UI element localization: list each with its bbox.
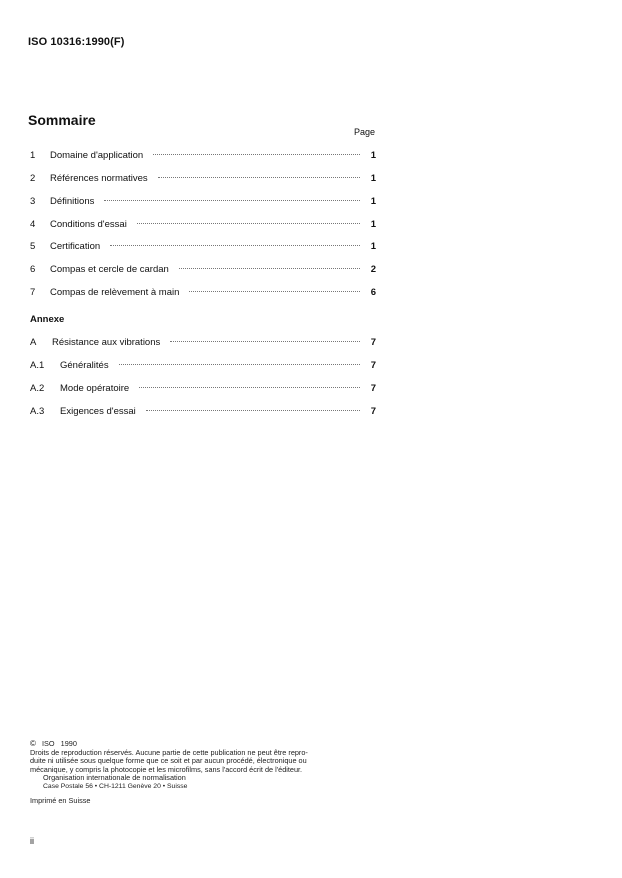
toc-entry-page: 6 <box>370 287 376 298</box>
toc-title: Sommaire <box>28 112 96 128</box>
toc-entry-number: A.2 <box>30 383 45 394</box>
toc-annex-entry-a3[interactable] <box>30 403 376 417</box>
toc-entry-text: Mode opératoire <box>60 383 130 394</box>
toc-leader-dots <box>104 190 360 201</box>
rights-text-line-2: duite ni utilisée sous quelque forme que ce soit et par aucun procédé, électronique ou <box>30 756 307 766</box>
toc-leader-dots <box>119 354 360 365</box>
toc-leader-dots <box>153 144 360 155</box>
toc-leader-dots <box>189 281 360 292</box>
toc-entry-6[interactable] <box>30 261 376 275</box>
toc-entry-number: 3 <box>30 196 36 207</box>
toc-leader-dots <box>110 235 360 246</box>
toc-entry-page: 7 <box>370 406 376 417</box>
toc-entry-text: Références normatives <box>50 173 148 184</box>
toc-entry-1[interactable] <box>30 147 376 161</box>
toc-entry-text: Exigences d'essai <box>60 406 136 417</box>
toc-leader-dots <box>137 213 360 224</box>
toc-entry-number: A <box>30 337 37 348</box>
organization-name: Organisation internationale de normalisation <box>43 773 186 783</box>
toc-annex-entry-a1[interactable] <box>30 357 376 371</box>
page-folio: ii <box>30 836 34 846</box>
toc-entry-number: 6 <box>30 264 36 275</box>
page-column-label: Page <box>353 127 375 137</box>
toc-leader-dots <box>170 331 360 342</box>
toc-entry-number: 4 <box>30 219 36 230</box>
organization-address: Case Postale 56 • CH-1211 Genève 20 • Suisse <box>43 782 188 790</box>
toc-entry-text: Compas et cercle de cardan <box>50 264 169 275</box>
toc-entry-page: 7 <box>370 383 376 394</box>
toc-entry-page: 2 <box>370 264 376 275</box>
toc-entry-number: A.3 <box>30 406 45 417</box>
copyright-notice <box>30 740 378 805</box>
toc-entry-number: 5 <box>30 241 36 252</box>
toc-entry-number: 1 <box>30 150 36 161</box>
toc-entry-text: Certification <box>50 241 101 252</box>
toc-leader-dots <box>139 377 360 388</box>
toc-entry-text: Conditions d'essai <box>50 219 127 230</box>
copyright-owner: ISO <box>42 739 55 748</box>
toc-annex-entry-a2[interactable] <box>30 380 376 394</box>
rights-text-line-3: mécanique, y compris la photocopie et les microfilms, sans l'accord écrit de l'éditeur. <box>30 764 303 774</box>
toc-entry-5[interactable] <box>30 238 376 252</box>
copyright-year: 1990 <box>60 739 77 748</box>
toc-entry-7[interactable] <box>30 284 376 298</box>
toc-entry-text: Généralités <box>60 360 109 371</box>
toc-entry-text: Domaine d'application <box>50 150 144 161</box>
annex-heading: Annexe <box>30 314 65 325</box>
toc-entry-page: 1 <box>370 219 376 230</box>
toc-leader-dots <box>158 167 360 178</box>
toc-entry-number: 2 <box>30 173 36 184</box>
toc-entry-2[interactable] <box>30 170 376 184</box>
toc-entry-page: 1 <box>370 173 376 184</box>
toc-entry-page: 7 <box>370 337 376 348</box>
rights-text-line-1: Droits de reproduction réservés. Aucune partie de cette publication ne peut être repro- <box>30 747 308 757</box>
copyright-symbol: © <box>30 739 36 748</box>
toc-entry-4[interactable] <box>30 216 376 230</box>
toc-entry-page: 1 <box>370 241 376 252</box>
toc-leader-dots <box>146 400 360 411</box>
toc-entry-number: 7 <box>30 287 36 298</box>
toc-entry-text: Définitions <box>50 196 95 207</box>
toc-entry-page: 1 <box>370 196 376 207</box>
toc-annex-entry-a[interactable] <box>30 334 376 348</box>
toc-entry-text: Résistance aux vibrations <box>52 337 161 348</box>
document-header-id: ISO 10316:1990(F) <box>28 36 125 48</box>
toc-entry-page: 7 <box>370 360 376 371</box>
toc-entry-page: 1 <box>370 150 376 161</box>
toc-entry-number: A.1 <box>30 360 45 371</box>
toc-entry-text: Compas de relèvement à main <box>50 287 180 298</box>
toc-entry-3[interactable] <box>30 193 376 207</box>
toc-leader-dots <box>179 258 360 269</box>
printed-in: Imprimé en Suisse <box>30 795 91 805</box>
